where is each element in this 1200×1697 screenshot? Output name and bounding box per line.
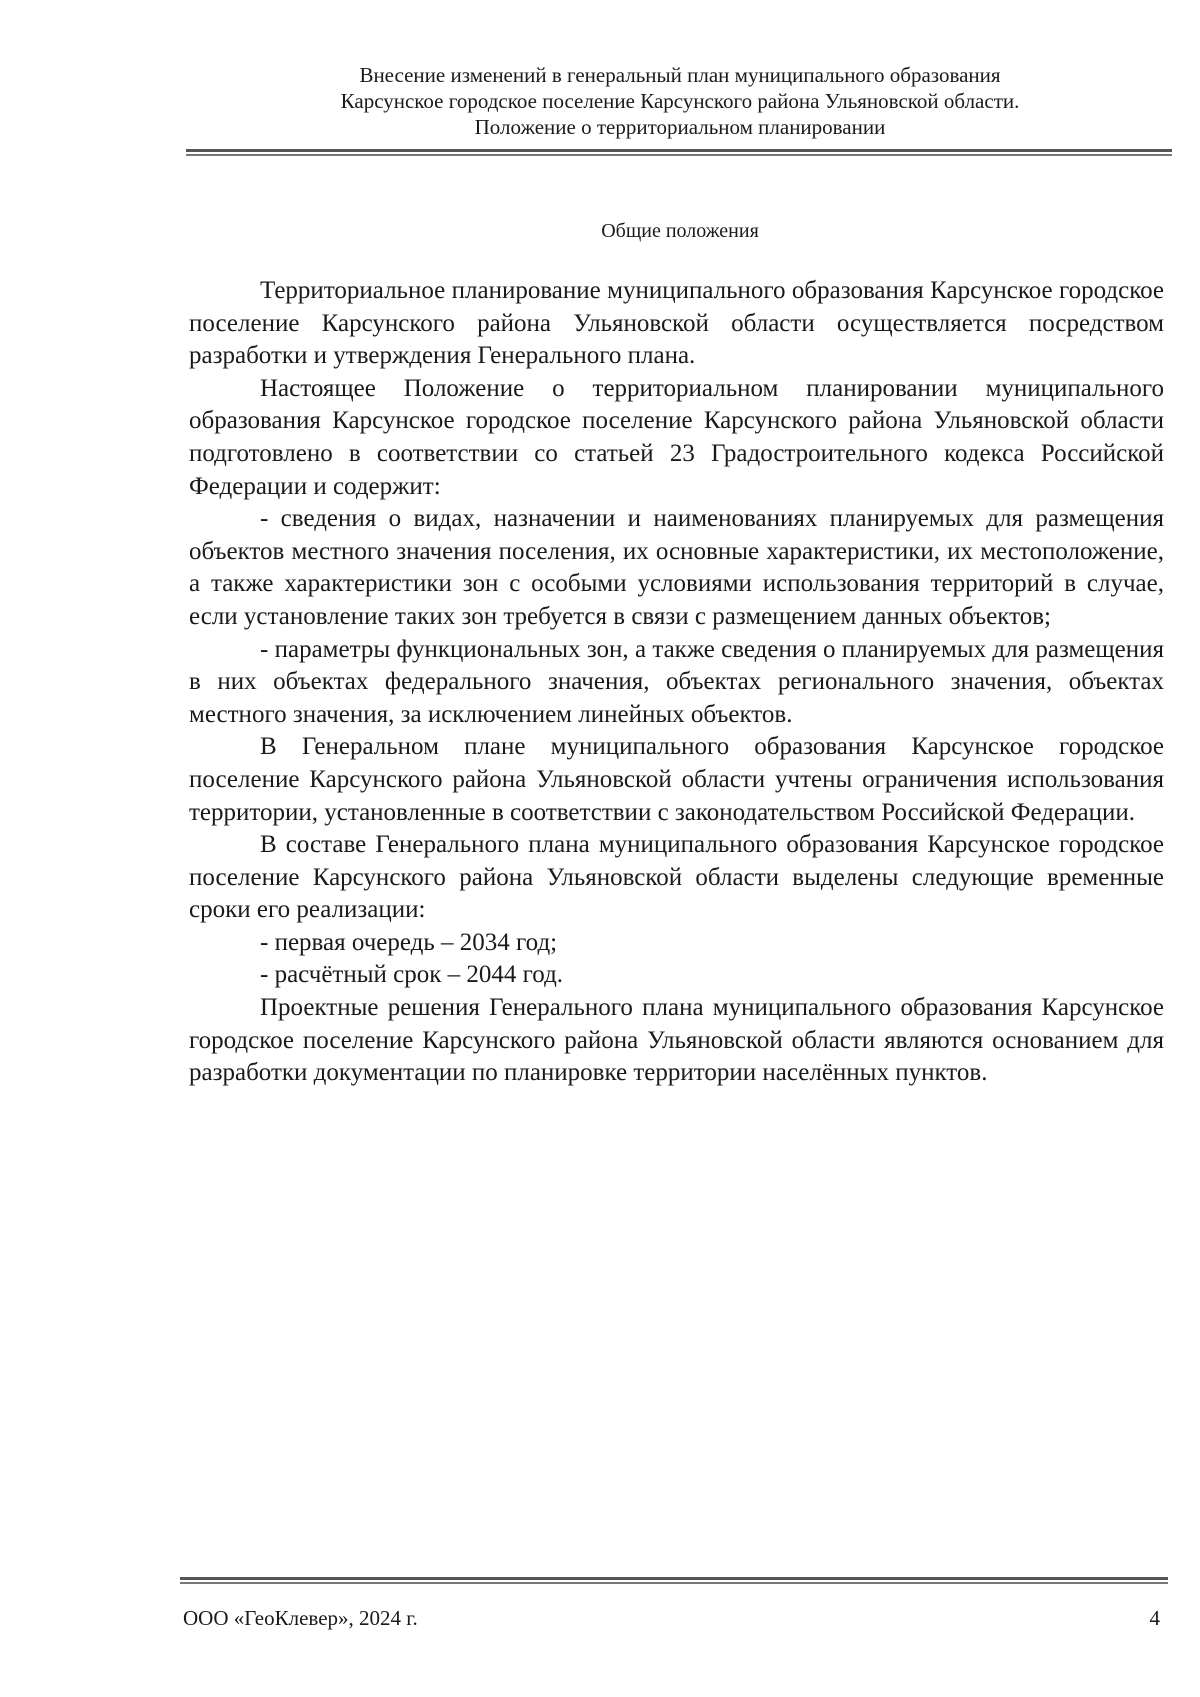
paragraph: В составе Генерального плана муниципального образования Карсунское городское поселение Карсунского района Ульяновской области выделены следующие временные сроки его реализации:	[189, 831, 1164, 924]
paragraph: В Генеральном плане муниципального образования Карсунское городское поселение Карсунского района Ульяновской области учтены ограничения использования территории, установленные в соответствии с законодательством Российской Федерации.	[189, 733, 1164, 826]
section-title: Общие положения	[601, 220, 759, 242]
header-line-2: Карсунское городское поселение Карсунского района Ульяновской области.	[340, 89, 1020, 113]
header-line-1: Внесение изменений в генеральный план муниципального образования	[359, 63, 1001, 87]
list-item: - параметры функциональных зон, а также сведения о планируемых для размещения в них объектах федерального значения, объектах регионального значения, объектах местного значения, за исключением линейных объектов.	[189, 635, 1164, 728]
list-item: - расчётный срок – 2044 год.	[260, 961, 564, 989]
paragraph: Территориальное планирование муниципального образования Карсунское городское поселение Карсунского района Ульяновской области осуществляется посредством разработки и утверждения Генерального плана.	[189, 277, 1164, 370]
paragraph: Проектные решения Генерального плана муниципального образования Карсунское городское поселение Карсунского района Ульяновской области являются основанием для разработки документации по планировке территории населённых пунктов.	[189, 994, 1164, 1087]
running-header	[190, 62, 1170, 140]
footer-divider	[180, 1577, 1168, 1583]
paragraph: Настоящее Положение о территориальном планировании муниципального образования Карсунское городское поселение Карсунского района Ульяновской области подготовлено в соответствии со статьей 23 Градостроительного кодекса Российской Федерации и содержит:	[189, 374, 1164, 500]
header-divider	[186, 149, 1172, 155]
body-text	[189, 275, 1164, 1090]
footer-company: ООО «ГеоКлевер», 2024 г.	[183, 1606, 418, 1630]
list-item: - сведения о видах, назначении и наименованиях планируемых для размещения объектов местного значения поселения, их основные характеристики, их местоположение, а также характеристики зон с особыми условиями использования территорий в случае, если установление таких зон требуется в связи с размещением данных объектов;	[189, 505, 1164, 630]
page-number: 4	[1149, 1606, 1160, 1630]
list-item: - первая очередь – 2034 год;	[260, 928, 558, 956]
header-line-3: Положение о территориальном планировании	[474, 115, 886, 139]
